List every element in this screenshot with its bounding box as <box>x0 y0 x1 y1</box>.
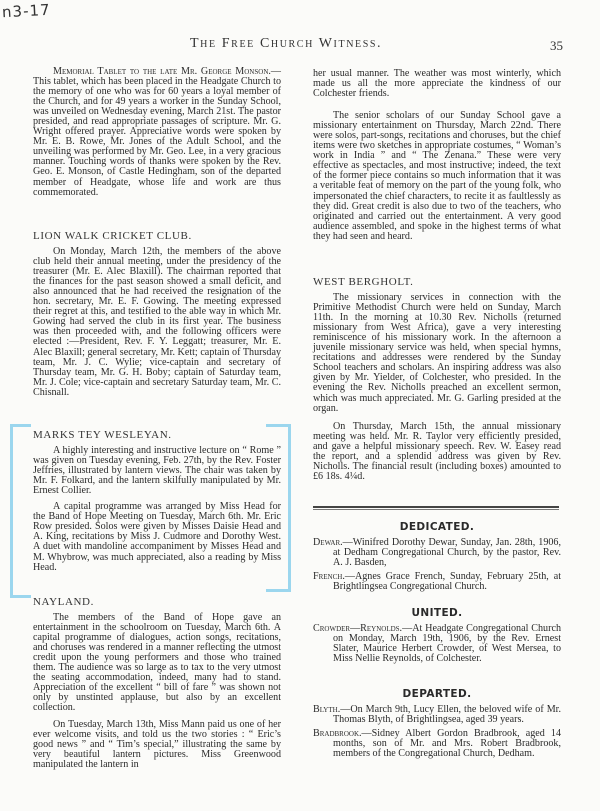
memorial-lead: Memorial Tablet to the late Mr. George Monson. <box>53 66 271 77</box>
notice-entry <box>313 624 561 664</box>
paragraph: On Monday, March 12th, the members of the above club held their annual meeting, under the presidency of the treasurer (Mr. E. Alec Blaxill). The chairman reported that the finances for the past season showed a small deficit, and also announced that he had received the resignation of the hon. secretary, Mr. E. F. Gowing. The meeting expressed their regret at this, and testified to the able way in which Mr. Gowing had served the club in its first year. The business was then proceeded with, and the following officers were elected :—President, Rev. F. Y. Leggatt; treasurer, Mr. E. Alec Blaxill; general secretary, Mr. Kett; captain of Thursday team, Mr. J. C. Wylie; vice-captain and secretary of Thursday team, Mr. G. H. Boby; captain of Saturday team, Mr. J. Cole; vice-captain and secretary Saturday team, Mr. C. Chisnall. <box>33 246 281 398</box>
paragraph: On Thursday, March 15th, the annual missionary meeting was held. Mr. R. Taylor very efficiently presided, and gave a helpful missionary speech. Rev. W. Easey read the report, and a splendid address was given by Rev. Nicholls. The financial result (including boxes) amounted to £6 18s. 4¼d. <box>313 420 561 482</box>
lion-walk-article <box>33 231 281 398</box>
entry-name: Blyth. <box>313 704 341 716</box>
paragraph: On Tuesday, March 13th, Miss Mann paid us one of her ever welcome visits, and told us the two stories : “ Eric’s good news ” and “ Tim’s special,” illustrating the same by very beautiful lantern pictures. Miss Greenwood manipulated the lantern in <box>33 718 281 770</box>
nayland-continued <box>313 69 561 242</box>
notice-entry <box>313 538 561 568</box>
nayland-article <box>33 597 281 770</box>
entry-text: —At Headgate Congregational Church on Monday, March 19th, 1906, by the Rev. Ernest Slater, Maurice Herbert Crowder, of West Mersea, to Miss Nellie Reynolds, of Colchester. <box>333 623 561 665</box>
notice-entry <box>313 729 561 759</box>
highlight-bracket-left <box>10 424 31 598</box>
section-heading: LION WALK CRICKET CLUB. <box>33 230 192 242</box>
united-notices <box>313 608 561 664</box>
departed-notices <box>313 689 561 759</box>
page-number: 35 <box>550 38 563 53</box>
paragraph: A highly interesting and instructive lecture on “ Rome ” was given on Tuesday evening, Feb. 27th, by the Rev. Foster Jeffries, illustrated by lantern views. The chair was taken by Mr. F. Folkard, and the lantern skilfully manipulated by Mr. Ernest Collier. <box>33 445 281 497</box>
handwritten-note: n3-17 <box>1 0 52 22</box>
notice-heading: DEPARTED. <box>402 688 472 700</box>
entry-name: French. <box>313 571 345 583</box>
section-heading: MARKS TEY WESLEYAN. <box>33 429 172 441</box>
notice-entry <box>313 705 561 725</box>
paragraph: A capital programme was arranged by Miss Head for the Band of Hope Meeting on Tuesday, March 6th. Mr. Eric Row presided. Solos were given by Misses Daisie Head and A. King, recitations by Miss J. Cudmore and Dorothy West. A duet with mandoline accompaniment by Misses Head and M. Whybrow, was much appreciated, also a reading by Miss Head. <box>33 501 281 573</box>
dedicated-notices <box>313 522 561 592</box>
notice-heading: UNITED. <box>411 607 463 619</box>
notice-entry <box>313 572 561 592</box>
marks-tey-article <box>33 430 281 573</box>
west-bergholt-article <box>313 277 561 482</box>
paragraph: The missionary services in connection with the Primitive Methodist Church were held on Sunday, March 11th. In the morning at 10.30 Rev. Nicholls (returned missionary from West Africa), gave a very interesting reminiscence of his missionary work. In the afternoon a juvenile missionary service was held, when special hymns, recitations and addresses were rendered by the Sunday School teachers and scholars. An inspiring address was also given by Mr. Yielder, of Colchester, who presided. In the evening the Rev. Nicholls preached an excellent sermon, which was much appreciated. Mr. G. Garling presided at the organ. <box>313 292 561 414</box>
section-heading: NAYLAND. <box>33 596 94 608</box>
section-heading: WEST BERGHOLT. <box>313 276 414 288</box>
entry-text: —Agnes Grace French, Sunday, February 25th, at Brightlingsea Congregational Church. <box>333 571 561 593</box>
paragraph: The senior scholars of our Sunday School gave a missionary entertainment on Thursday, March 22nd. There were solos, part-songs, recitations and choruses, but the chief items were two sketches in appropriate costumes, “ Woman’s work in India ” and “ The Zenana.” These were very effective as spectacles, and most instructive; indeed, the text of the former piece contains so much information that it was a veritable feat of memory on the part of the young folk, who impersonated the chief characters, to recite it as faultlessly as they did. Great credit is also due to two of the teachers, who originated and carried out the entertainment. A very good audience assembled, and spoke in the highest terms of what they had seen and heard. <box>313 110 561 242</box>
entry-text: —Winifred Dorothy Dewar, Sunday, Jan. 28th, 1906, at Dedham Congregational Church, by the pastor, Rev. A. J. Basden, <box>333 537 561 569</box>
entry-name: Bradbrook. <box>313 728 362 740</box>
entry-text: —On March 9th, Lucy Ellen, the beloved wife of Mr. Thomas Blyth, of Brightlingsea, aged 39 years. <box>333 704 561 726</box>
double-rule-divider <box>313 506 559 510</box>
paragraph: The members of the Band of Hope gave an entertainment in the schoolroom on Tuesday, March 6th. A capital programme of dialogues, action songs, recitations, and choruses was rendered in a manner reflecting the utmost credit upon the young performers and those who trained them. The audience was so large as to tax to the very utmost the seating accommodation, indeed, many had to stand. Appreciation of the excellent “ bill of fare ” was shown not only by unstinted applause, but also by an excellent collection. <box>33 612 281 714</box>
notice-heading: DEDICATED. <box>399 521 475 533</box>
entry-name: Crowder—Reynolds. <box>313 623 403 635</box>
paragraph: her usual manner. The weather was most winterly, which made us all the more appreciate the kindness of our Colchester friends. <box>313 68 561 100</box>
running-title: The Free Church Witness. <box>190 36 383 51</box>
memorial-text: —This tablet, which has been placed in the Headgate Church to the memory of one who was for 60 years a loyal member of the Church, and for 49 years a worker in the Sunday School, was unveiled on Wednesday evening, March 21st. The pastor presided, and read appropriate passages of scripture. Mr. G. Wright offered prayer. Appreciative words were spoken by Mr. E. B. Rowe, Mr. Jones of the Adult School, and the unveiling was performed by Mr. Geo. Lee, in a very gracious manner. Touching words of thanks were spoken by the Rev. Geo. E. Monson, of Castle Hedingham, son of the departed member of Headgate, whose life and work are thus commemorated. <box>33 66 281 198</box>
memorial-article <box>33 67 281 198</box>
entry-name: Dewar. <box>313 537 343 549</box>
entry-text: —Sidney Albert Gordon Bradbrook, aged 14 months, son of Mr. and Mrs. Robert Bradbrook, members of the Congregational Church, Dedham. <box>333 728 561 760</box>
